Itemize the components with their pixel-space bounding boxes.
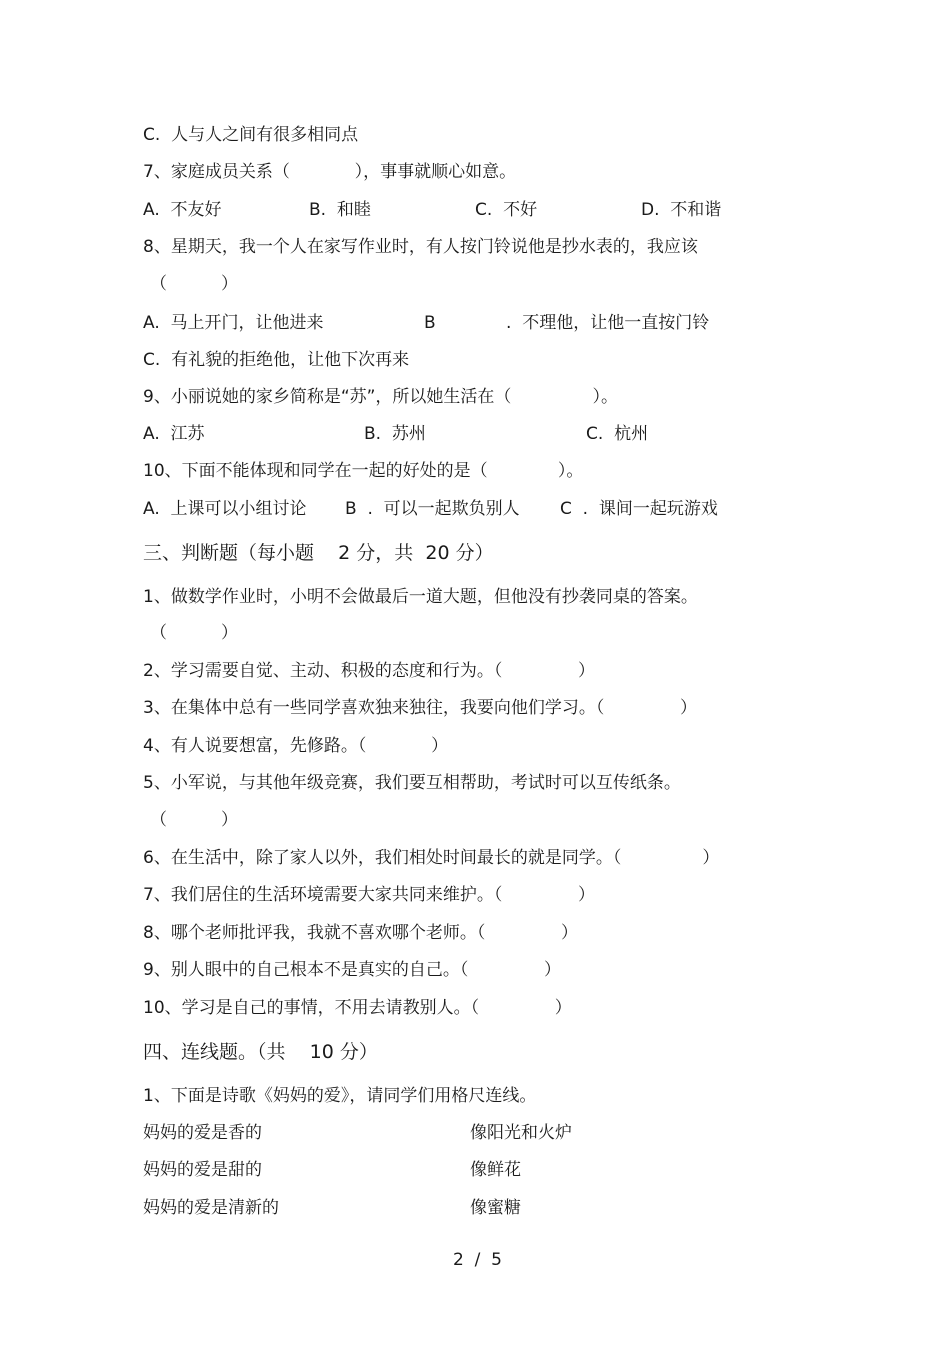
q7-option-a: A. 不友好 [143,200,222,220]
judge-item-1: 1、做数学作业时，小明不会做最后一道大题，但他没有抄袭同桌的答案。 [143,587,698,607]
judge-item-5: 5、小军说，与其他年级竞赛，我们要互相帮助，考试时可以互传纸条。 [143,773,681,793]
q10-option-b: B . 可以一起欺负别人 [345,499,520,519]
q9-stem: 9、小丽说她的家乡简称是“苏”，所以她生活在（ ）。 [143,387,618,407]
judge-item-9: 9、别人眼中的自己根本不是真实的自己。（ ） [143,960,561,980]
q7-option-d: D. 不和谐 [641,200,722,220]
judge-item-7: 7、我们居住的生活环境需要大家共同来维护。（ ） [143,885,595,905]
q6-option-c: C. 人与人之间有很多相同点 [143,125,359,145]
q10-option-a: A. 上课可以小组讨论 [143,499,307,519]
judge-item-4: 4、有人说要想富，先修路。（ ） [143,736,449,756]
judge-item-10: 10、学习是自己的事情，不用去请教别人。（ ） [143,998,572,1018]
page-number: 2 / 5 [453,1250,502,1270]
matching-left-1: 妈妈的爱是香的 [143,1123,262,1143]
q8-option-b-letter: B [424,313,436,333]
q9-option-a: A. 江苏 [143,424,205,444]
q8-stem: 8、星期天，我一个人在家写作业时，有人按门铃说他是抄水表的，我应该 [143,237,698,257]
q8-answer-blank: （ ） [150,274,239,294]
matching-left-3: 妈妈的爱是清新的 [143,1198,279,1218]
q10-option-c: C . 课间一起玩游戏 [560,499,718,519]
judge-item-8: 8、哪个老师批评我，我就不喜欢哪个老师。（ ） [143,923,578,943]
section-4-title: 四、连线题。（共 10 分） [143,1041,378,1063]
judge-item-3: 3、在集体中总有一些同学喜欢独来独往，我要向他们学习。（ ） [143,698,697,718]
q7-stem: 7、家庭成员关系（ ），事事就顺心如意。 [143,162,517,182]
judge-item-5-blank: （ ） [150,810,239,830]
q9-option-b: B. 苏州 [364,424,426,444]
matching-question-1: 1、下面是诗歌《妈妈的爱》，请同学们用格尺连线。 [143,1086,537,1106]
q10-stem: 10、下面不能体现和同学在一起的好处的是（ ）。 [143,461,584,481]
judge-item-6: 6、在生活中，除了家人以外，我们相处时间最长的就是同学。（ ） [143,848,720,868]
q8-option-b-text: . 不理他，让他一直按门铃 [506,313,710,333]
q7-option-c: C. 不好 [475,200,538,220]
q8-option-a: A. 马上开门，让他进来 [143,313,324,333]
matching-left-2: 妈妈的爱是甜的 [143,1160,262,1180]
matching-right-1: 像阳光和火炉 [470,1123,572,1143]
matching-right-3: 像蜜糖 [470,1198,521,1218]
q9-option-c: C. 杭州 [586,424,649,444]
judge-item-2: 2、学习需要自觉、主动、积极的态度和行为。（ ） [143,661,595,681]
judge-item-1-blank: （ ） [150,623,239,643]
q8-option-c: C. 有礼貌的拒绝他，让他下次再来 [143,350,410,370]
matching-right-2: 像鲜花 [470,1160,521,1180]
q7-option-b: B. 和睦 [309,200,371,220]
section-3-title: 三、判断题（每小题 2 分，共 20 分） [143,542,494,564]
